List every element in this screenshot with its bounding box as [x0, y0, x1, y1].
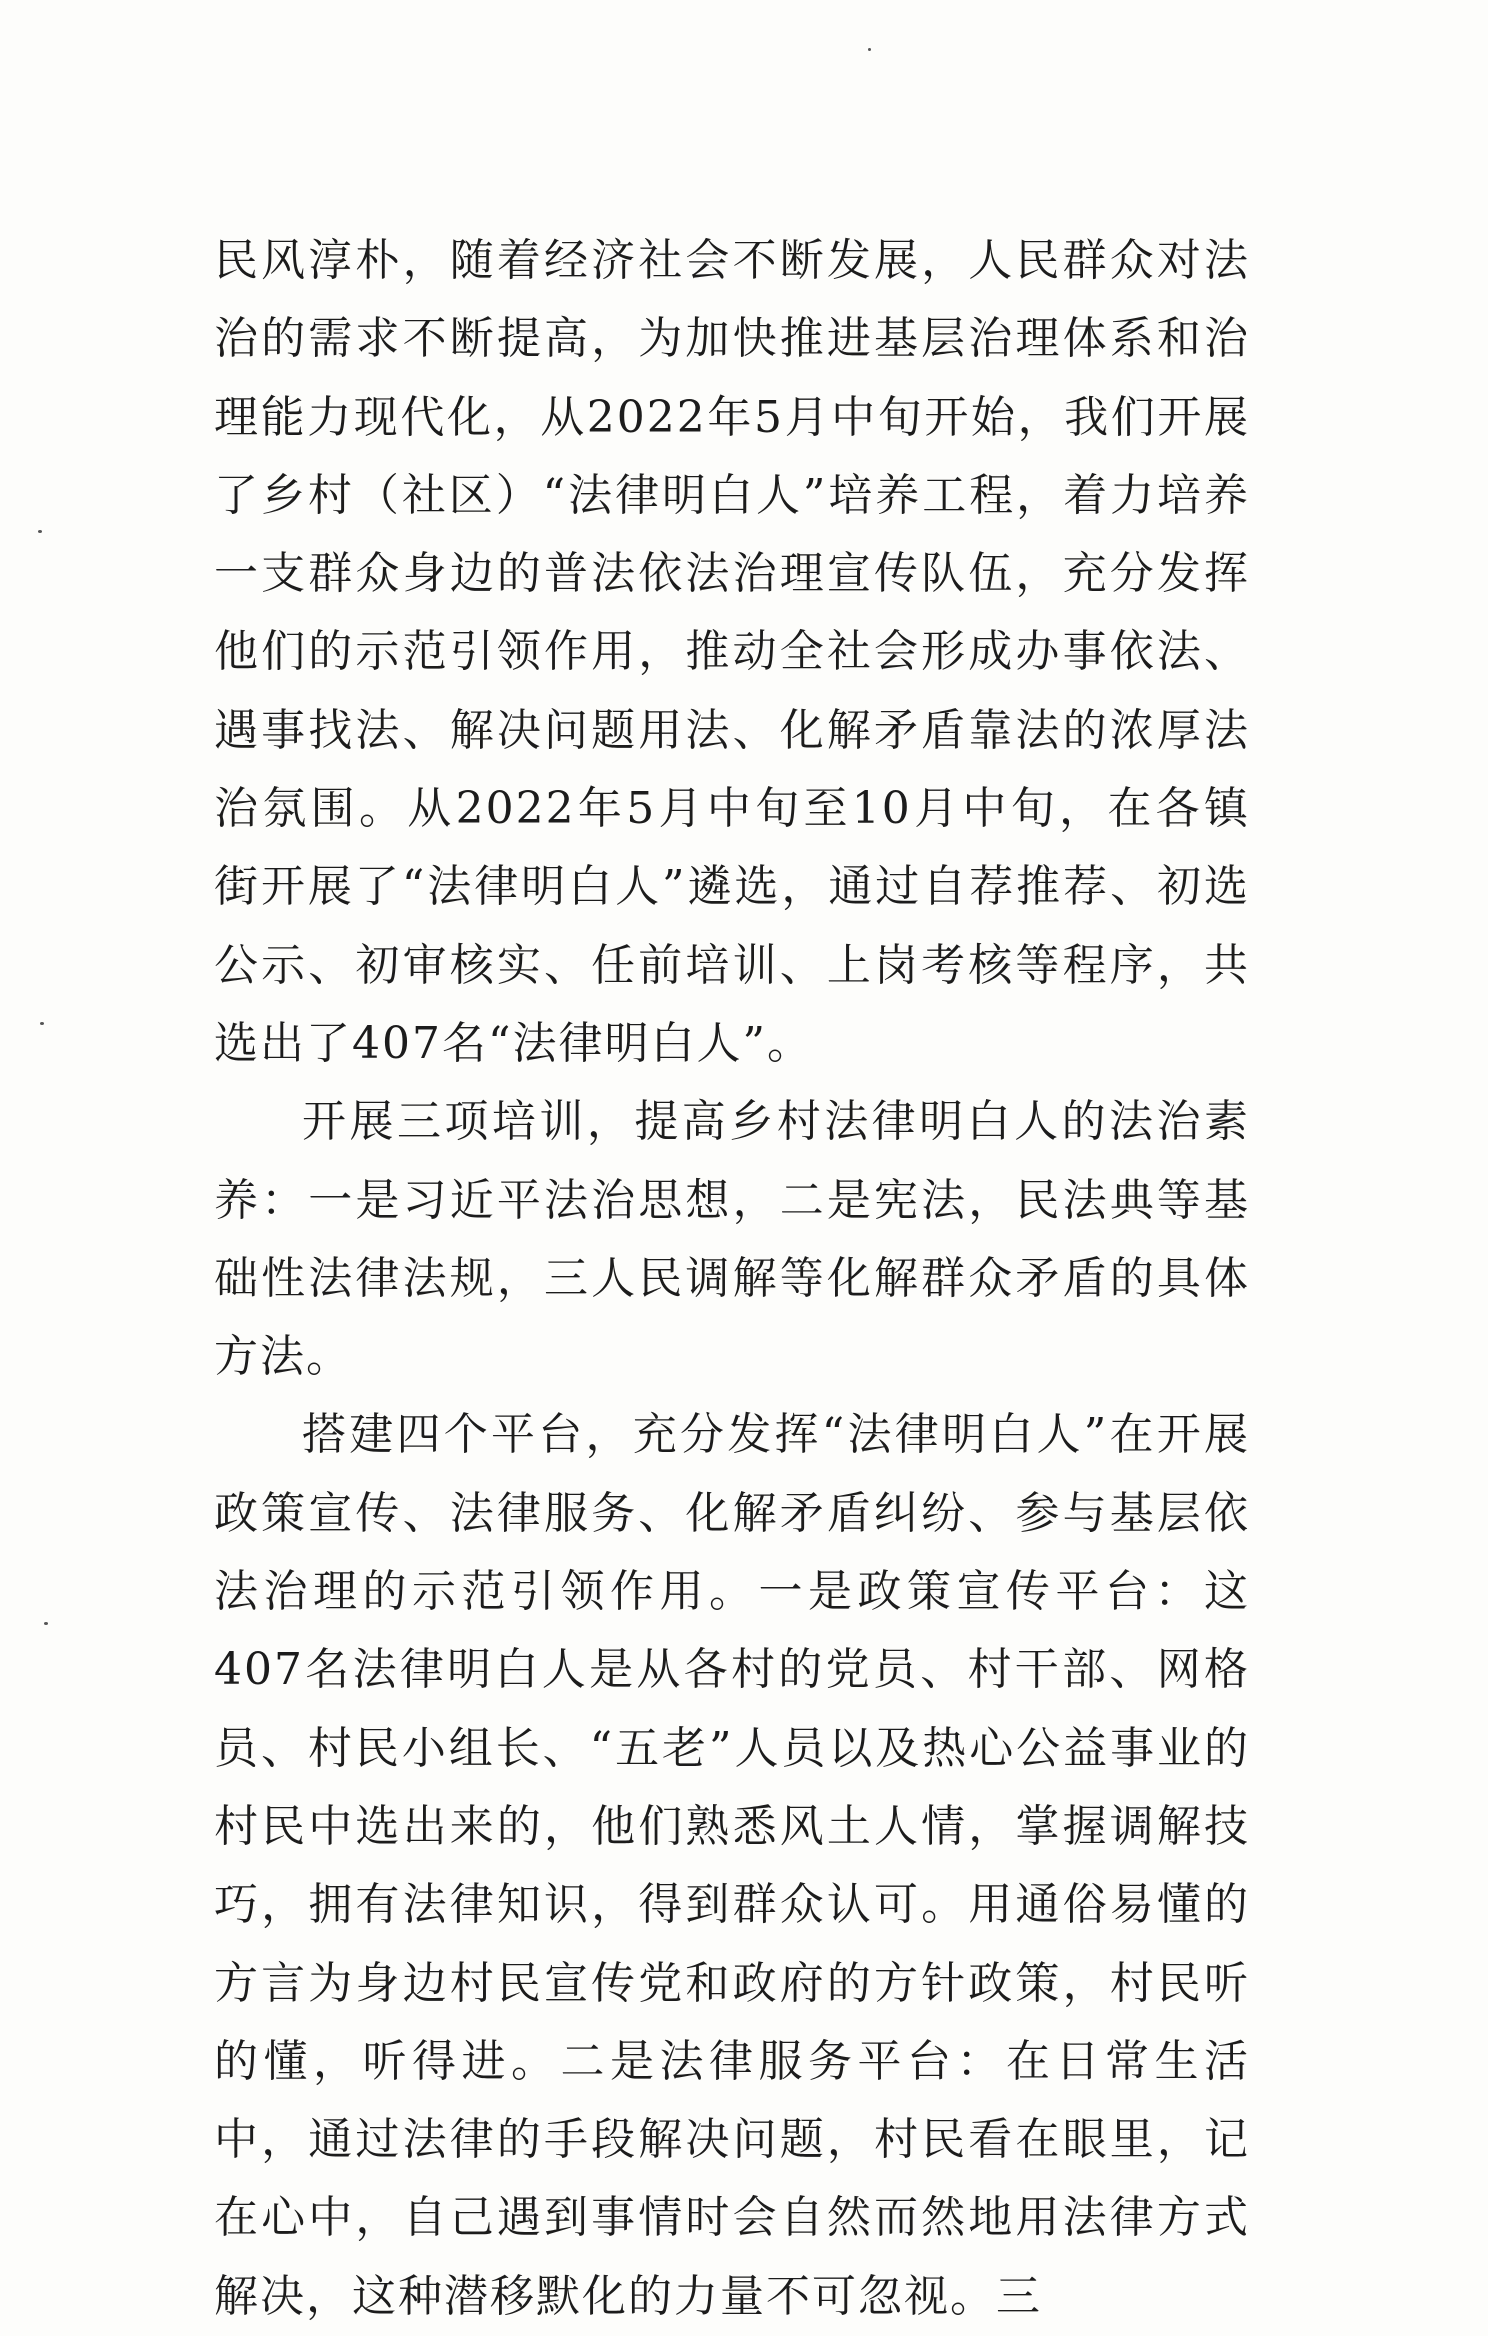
scan-speck — [40, 1022, 44, 1025]
scan-speck — [868, 48, 871, 51]
scan-speck — [44, 1622, 48, 1625]
paragraph-3: 搭建四个平台，充分发挥“法律明白人”在开展政策宣传、法律服务、化解矛盾纠纷、参与基层依法治理的示范引领作用。一是政策宣传平台：这407名法律明白人是从各村的党员、村干部、网格员、村民小组长、“五老”人员以及热心公益事业的村民中选出来的，他们熟悉风土人情，掌握调解技巧，拥有法律知识，得到群众认可。用通俗易懂的方言为身边村民宣传党和政府的方针政策，村民听的懂，听得进。二是法律服务平台：在日常生活中，通过法律的手段解决问题，村民看在眼里，记在心中，自己遇到事情时会自然而然地用法律方式解决，这种潜移默化的力量不可忽视。三 — [214, 1409, 1250, 2322]
document-body — [214, 222, 1250, 2336]
paragraph-1: 民风淳朴，随着经济社会不断发展，人民群众对法治的需求不断提高，为加快推进基层治理体系和治理能力现代化，从2022年5月中旬开始，我们开展了乡村（社区）“法律明白人”培养工程，着力培养一支群众身边的普法依法治理宣传队伍，充分发挥他们的示范引领作用，推动全社会形成办事依法、遇事找法、解决问题用法、化解矛盾靠法的浓厚法治氛围。从2022年5月中旬至10月中旬，在各镇街开展了“法律明白人”遴选，通过自荐推荐、初选公示、初审核实、任前培训、上岗考核等程序，共选出了407名“法律明白人”。 — [214, 235, 1250, 1069]
scan-speck — [38, 530, 42, 533]
paragraph-2: 开展三项培训，提高乡村法律明白人的法治素养：一是习近平法治思想，二是宪法，民法典等基础性法律法规，三人民调解等化解群众矛盾的具体方法。 — [214, 1096, 1250, 1383]
